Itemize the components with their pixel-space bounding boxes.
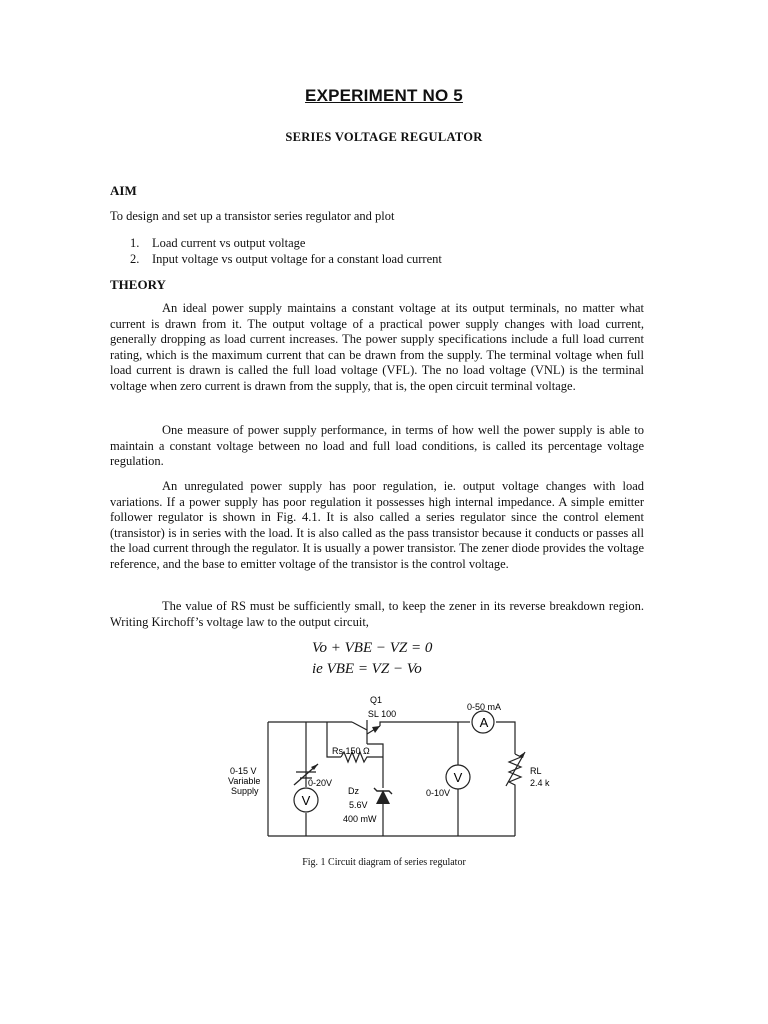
figure-caption: Fig. 1 Circuit diagram of series regulator — [302, 857, 466, 868]
aim-text: To design and set up a transistor series regulator and plot — [110, 209, 395, 223]
supply-label-supply: Supply — [231, 786, 259, 796]
aim-heading: AIM — [110, 183, 137, 198]
zener-power-label: 400 mW — [343, 814, 377, 824]
theory-paragraph-2: One measure of power supply performance, in terms of how well the power supply is able to maintain a constant voltage between no load and full load conditions, is called its percentage voltage regulation. — [110, 423, 644, 469]
theory-heading: THEORY — [110, 277, 166, 292]
theory-paragraph-3: An unregulated power supply has poor regulation, ie. output voltage changes with load variations. If a power supply has poor regulation it possesses high internal impedance. A simple emitter follower regulator is shown in Fig. 4.1. It is also called a series regulator since the control element (transistor) is in series with the load. It is also called as the pass transistor because it conducts or passes all the load current through the regulator. It is usually a power transistor. The zener diode provides the voltage reference, and the base to emitter voltage of the transistor is the control voltage. — [110, 479, 644, 571]
output-meter-range-label: 0-10V — [426, 788, 451, 798]
equation-kvl: Vo + VBE − VZ = 0 — [312, 640, 433, 656]
equation-vbe: ie VBE = VZ − Vo — [312, 661, 422, 677]
theory-paragraph-4: The value of RS must be sufficiently small, to keep the zener in its reverse breakdown region. Writing Kirchoff’s voltage law to the output circuit, — [110, 599, 644, 629]
input-voltmeter-symbol: V — [301, 793, 311, 808]
supply-label-range: 0-15 V — [230, 766, 257, 776]
transistor-name-label: Q1 — [369, 695, 383, 705]
supply-label-variable: Variable — [228, 776, 261, 786]
aim-list — [130, 235, 442, 267]
load-name-label: RL — [530, 766, 542, 776]
aim-list-item — [130, 251, 442, 267]
resistor-rs-label: Rs 150 Ω — [332, 746, 370, 756]
theory-paragraph-1: An ideal power supply maintains a constant voltage at its output terminals, no matter what current is drawn from it. The output voltage of a practical power supply changes with load current, generally dropping as load current increases. The power supply specifications include a full load current rating, which is the maximum current that can be drawn from the supply. The terminal voltage when full load current is drawn is called the full load voltage (VFL). The no load voltage (VNL) is the terminal voltage when zero current is drawn from the supply, that is, the open circuit terminal voltage. — [110, 301, 644, 393]
experiment-title: EXPERIMENT NO 5 — [305, 86, 463, 105]
ammeter-symbol: A — [479, 715, 489, 730]
aim-list-item — [130, 235, 442, 251]
circuit-diagram — [0, 692, 768, 852]
ammeter-range-label: 0-50 mA — [467, 702, 502, 712]
list-number: 2. — [130, 252, 140, 266]
input-meter-range-label: 0-20V — [308, 778, 333, 788]
zener-name-label: Dz — [348, 786, 359, 796]
list-text: Load current vs output voltage — [152, 236, 306, 250]
list-number: 1. — [130, 236, 140, 250]
transistor-part-label: SL 100 — [367, 709, 397, 719]
load-value-label: 2.4 k — [530, 778, 550, 788]
output-voltmeter-symbol: V — [453, 770, 463, 785]
list-text: Input voltage vs output voltage for a constant load current — [152, 252, 442, 266]
experiment-subtitle: SERIES VOLTAGE REGULATOR — [285, 130, 483, 144]
zener-voltage-label: 5.6V — [349, 800, 368, 810]
